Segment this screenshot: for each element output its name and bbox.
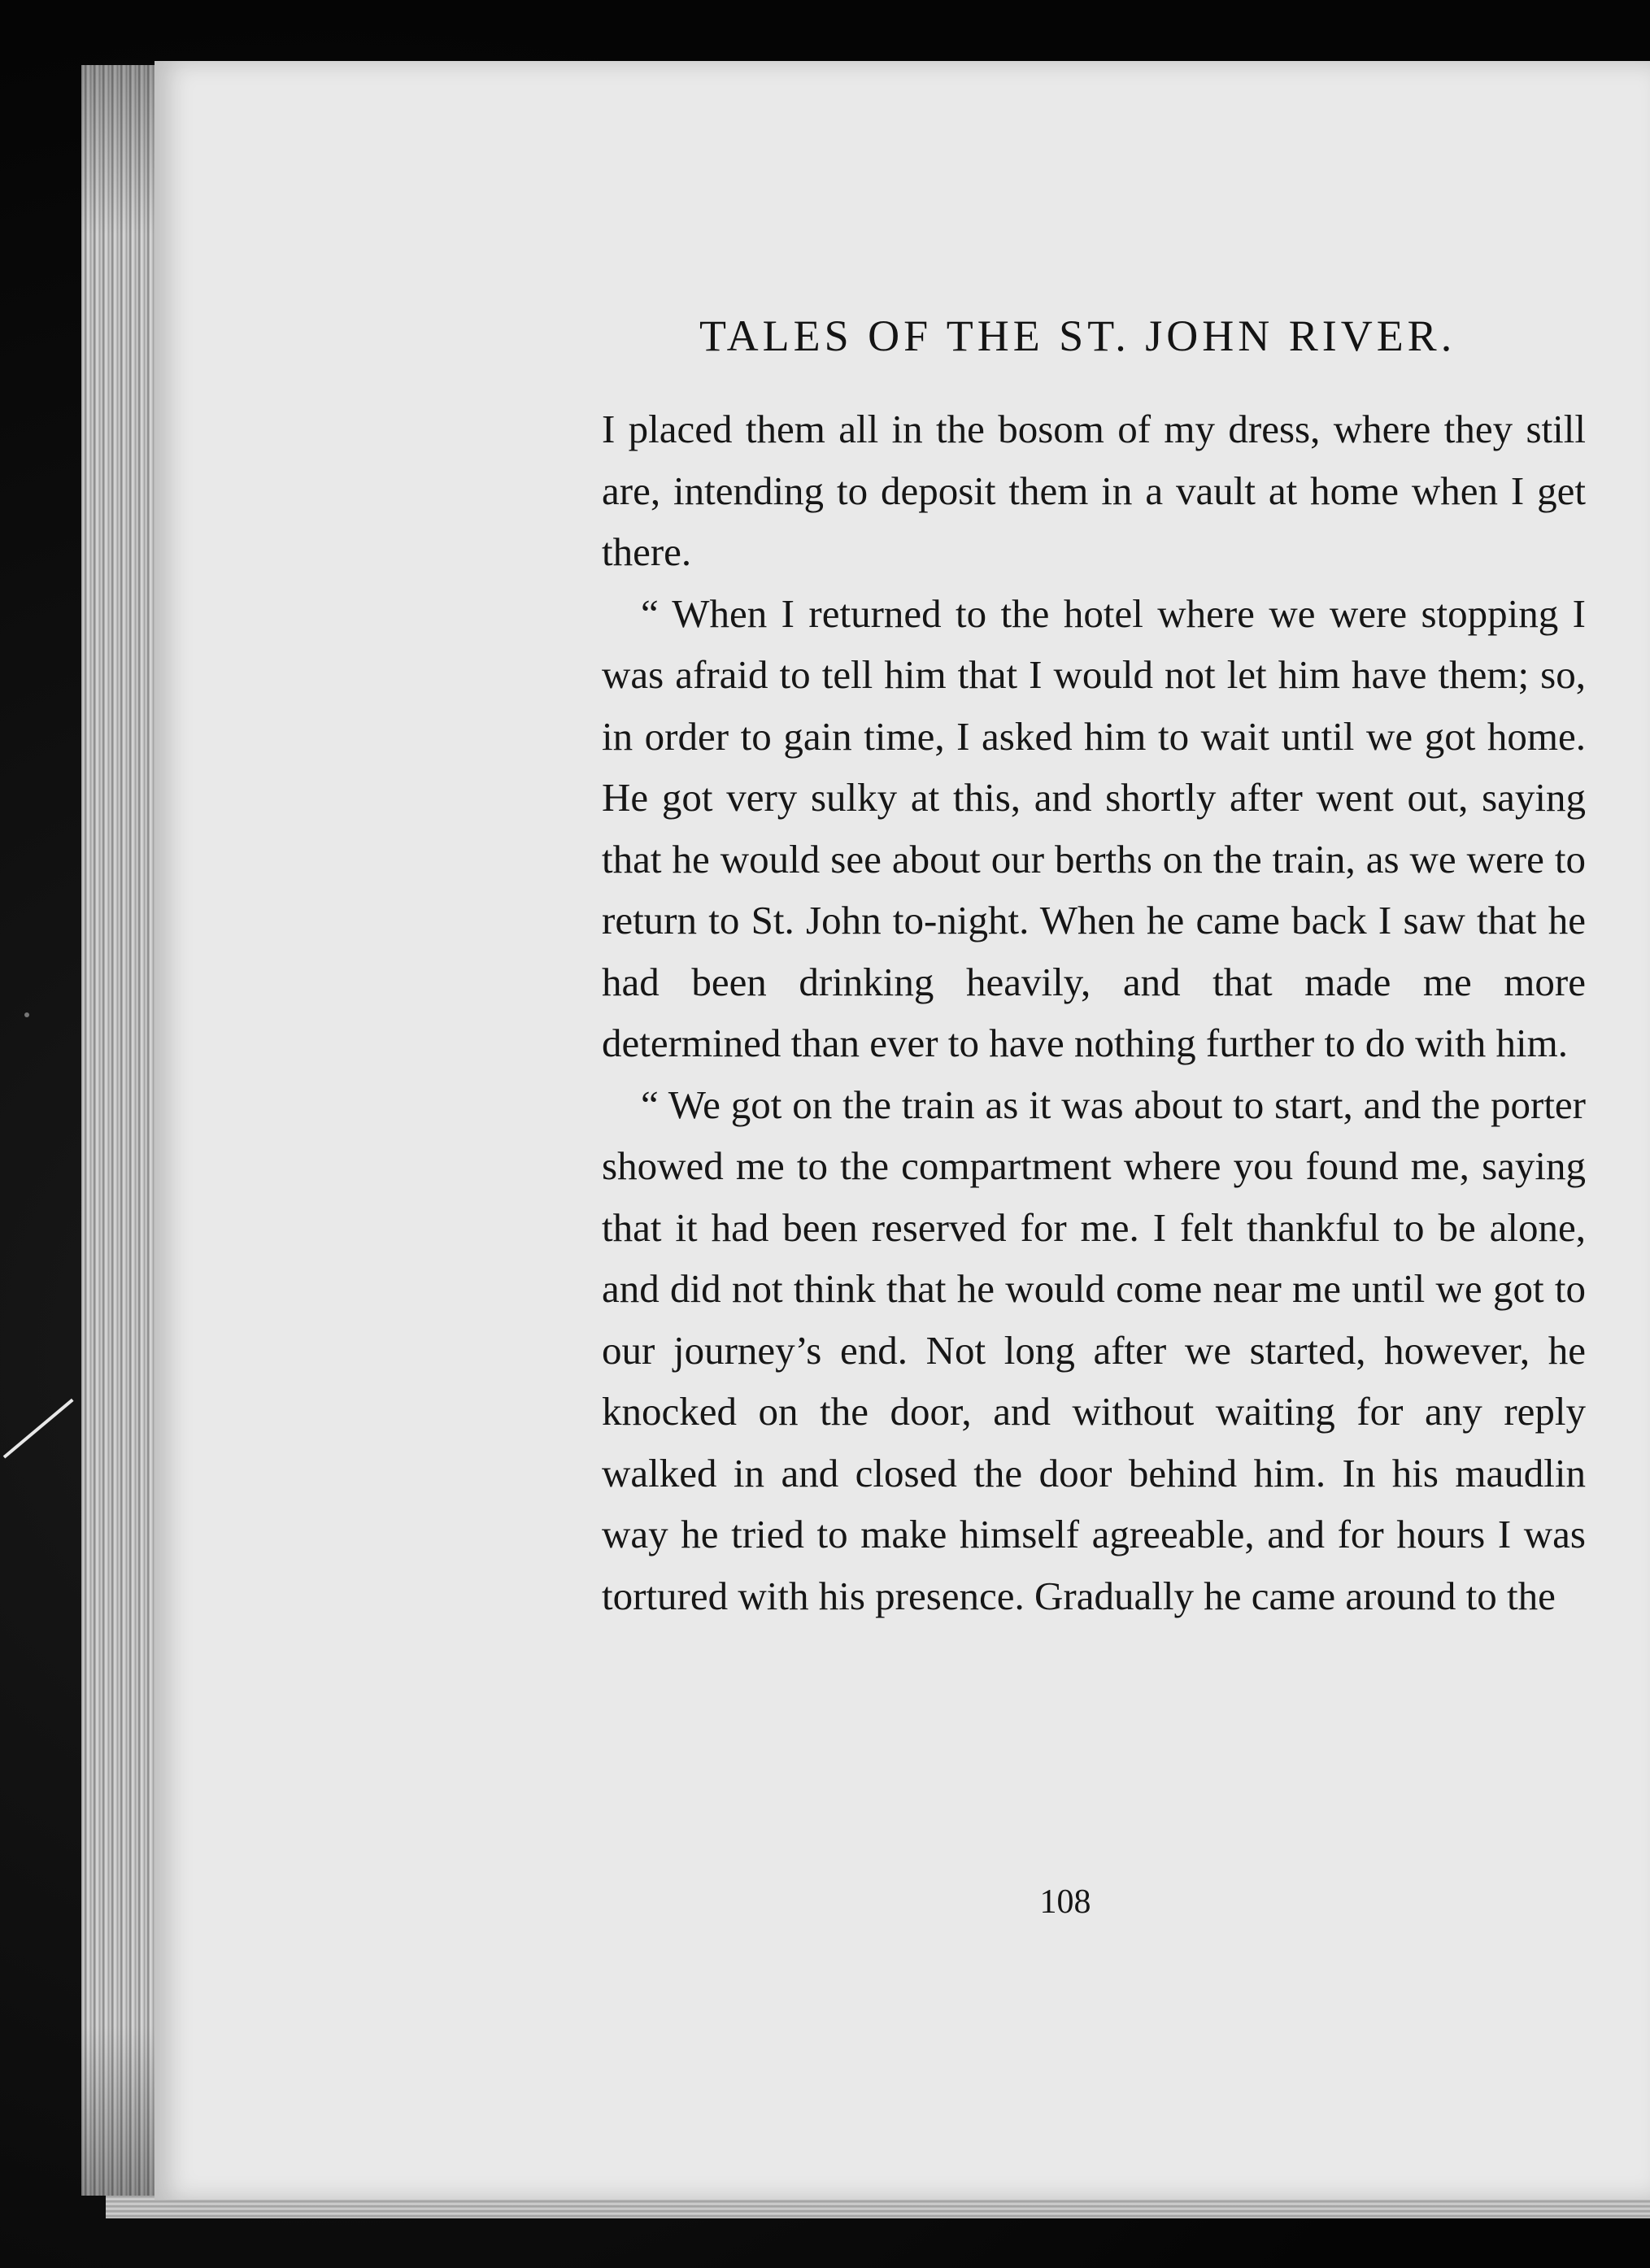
paragraph: “ We got on the train as it was about to start, and the porter showed me to the compartment where you found me, saying that it had been reserved for me. I felt thankful to be alone, and did not think that he would come near me until we got to our journey’s end. Not long after we started, however, he knocked on the door, and without waiting for any reply walked in and closed the door behind him. In his maudlin way he tried to make himself agreeable, and for hours I was tortured with his presence. Gradually he came around to the [602, 1082, 1586, 1618]
page-number: 108 [1039, 1883, 1091, 1921]
running-head: TALES OF THE ST. JOHN RIVER. [699, 311, 1456, 360]
paragraph: “ When I returned to the hotel where we were stopping I was afraid to tell him that I would not let him have them; so, in order to gain time, I asked him to wait until we got home. He got very sulky at this, and shortly after went out, saying that he would see about our berths on the train, as we were to return to St. John to-night. When he came back I saw that he had been drinking heavily, and that made me more determined than ever to have nothing further to do with him. [602, 590, 1586, 1065]
dust-speck [24, 1012, 29, 1017]
body-text [602, 398, 1586, 1626]
paragraph: I placed them all in the bosom of my dress, where they still are, intending to deposit them in a vault at home when I get there. [602, 407, 1586, 574]
